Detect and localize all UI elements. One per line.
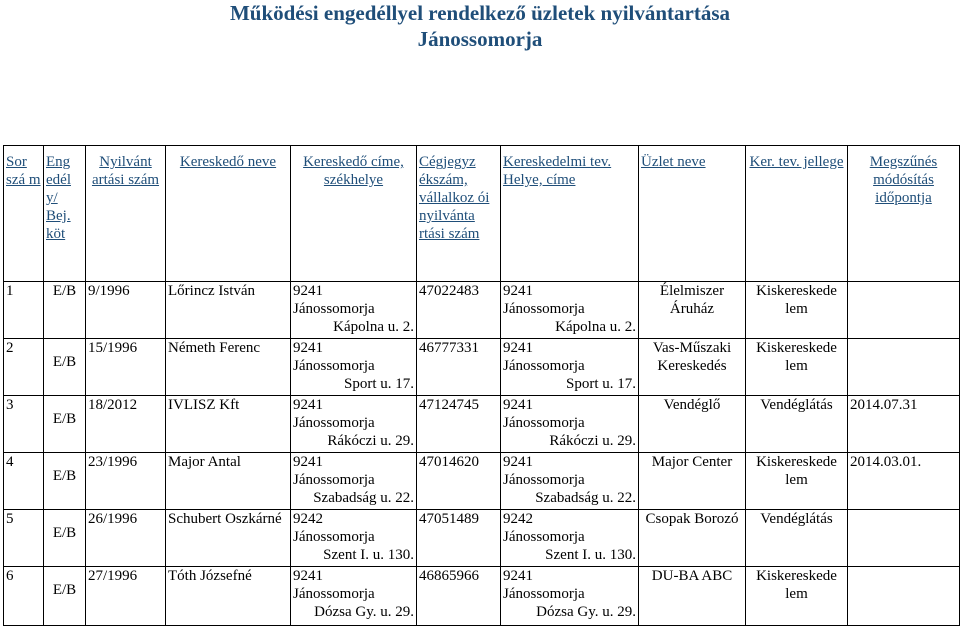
table-row (4, 510, 960, 567)
cell-kereskedo-cime (291, 396, 417, 453)
cell-nyilvantartasi (86, 282, 166, 339)
cell-kereskedo-cime-line-3: Szabadság u. 22. (313, 490, 414, 506)
cell-kereskedelmi-helye (501, 510, 639, 567)
table-row (4, 453, 960, 510)
cell-cegjegyzek-text: 46777331 (419, 340, 479, 356)
cell-kereskedo-neve (166, 282, 291, 339)
cell-kereskedo-neve-text: Németh Ferenc (168, 340, 261, 356)
cell-kereskedelmi-helye-line-2: Jánossomorja (503, 472, 585, 488)
cell-kereskedo-cime (291, 339, 417, 396)
cell-kereskedo-cime-line-3: Rákóczi u. 29. (327, 433, 414, 449)
header-megszunes: Megszűnés módósítás időpontja (848, 146, 960, 282)
cell-engedely-text: E/B (52, 354, 77, 370)
cell-kereskedo-cime (291, 453, 417, 510)
cell-uzlet-neve (639, 567, 746, 626)
header-ker-tev-jellege: Ker. tev. jellege (746, 146, 848, 282)
cell-cegjegyzek (417, 567, 501, 626)
cell-uzlet-neve (639, 339, 746, 396)
cell-kereskedo-cime-line-1: 9241 (293, 454, 323, 470)
cell-kereskedo-cime-line-1: 9242 (293, 511, 323, 527)
cell-kereskedo-neve (166, 567, 291, 626)
header-kereskedo-cime: Kereskedő címe, székhelye (291, 146, 417, 282)
cell-cegjegyzek-text: 47051489 (419, 511, 479, 527)
cell-engedely-text: E/B (52, 582, 77, 598)
cell-kereskedo-cime-line-3: Dózsa Gy. u. 29. (314, 604, 414, 620)
cell-kereskedelmi-helye-line-1: 9241 (503, 340, 533, 356)
cell-kereskedelmi-helye-line-1: 9241 (503, 454, 533, 470)
cell-nyilvantartasi-text: 26/1996 (88, 511, 138, 527)
document-title: Működési engedéllyel rendelkező üzletek nyilvántartása (229, 1, 731, 25)
cell-kereskedo-cime (291, 510, 417, 567)
cell-cegjegyzek-text: 47014620 (419, 454, 479, 470)
cell-kereskedelmi-helye-line-1: 9241 (503, 568, 533, 584)
cell-engedely (44, 282, 86, 339)
cell-ker-tev-jellege-text: Kiskereskede lem (756, 454, 837, 488)
cell-nyilvantartasi (86, 453, 166, 510)
cell-ker-tev-jellege-text: Kiskereskede lem (756, 340, 837, 374)
cell-cegjegyzek (417, 510, 501, 567)
cell-nyilvantartasi-text: 23/1996 (88, 454, 138, 470)
header-uzlet-neve: Üzlet neve (639, 146, 746, 282)
cell-kereskedo-cime-line-2: Jánossomorja (293, 586, 375, 602)
cell-uzlet-neve (639, 510, 746, 567)
cell-megszunes (848, 396, 960, 453)
cell-ker-tev-jellege-text: Vendéglátás (760, 397, 833, 413)
cell-kereskedelmi-helye-line-3: Rákóczi u. 29. (549, 433, 636, 449)
cell-kereskedelmi-helye-line-3: Szent I. u. 130. (545, 547, 636, 563)
cell-uzlet-neve-text: Élelmiszer Áruház (659, 283, 725, 317)
table-row (4, 396, 960, 453)
cell-engedely (44, 510, 86, 567)
cell-ker-tev-jellege-text: Kiskereskede lem (756, 283, 837, 317)
cell-kereskedo-cime-line-1: 9241 (293, 340, 323, 356)
cell-nyilvantartasi-text: 15/1996 (88, 340, 138, 356)
cell-uzlet-neve-text: Vas-Műszaki Kereskedés (652, 340, 732, 374)
cell-kereskedo-neve-text: IVLISZ Kft (168, 397, 240, 413)
cell-kereskedelmi-helye-line-1: 9242 (503, 511, 533, 527)
table-row (4, 339, 960, 396)
cell-megszunes-text: 2014.03.01. (850, 454, 922, 470)
cell-kereskedelmi-helye-line-2: Jánossomorja (503, 301, 585, 317)
cell-ker-tev-jellege (746, 339, 848, 396)
cell-kereskedo-neve (166, 396, 291, 453)
cell-sorszam-text: 6 (6, 568, 14, 584)
cell-sorszam (4, 396, 44, 453)
cell-kereskedo-cime-line-3: Kápolna u. 2. (333, 319, 414, 335)
cell-kereskedo-cime (291, 282, 417, 339)
cell-nyilvantartasi-text: 18/2012 (88, 397, 138, 413)
cell-ker-tev-jellege-text: Kiskereskede lem (756, 568, 837, 602)
cell-kereskedo-cime-line-1: 9241 (293, 397, 323, 413)
header-sorszam: Sor szá m (4, 146, 44, 282)
cell-ker-tev-jellege (746, 567, 848, 626)
cell-kereskedelmi-helye-line-3: Szabadság u. 22. (535, 490, 636, 506)
cell-engedely (44, 396, 86, 453)
cell-sorszam (4, 339, 44, 396)
cell-kereskedo-neve-text: Schubert Oszkárné (168, 511, 282, 527)
cell-uzlet-neve-text: DU-BA ABC (651, 568, 733, 584)
header-kereskedo-neve: Kereskedő neve (166, 146, 291, 282)
cell-engedely (44, 567, 86, 626)
cell-nyilvantartasi (86, 510, 166, 567)
cell-kereskedelmi-helye-line-3: Kápolna u. 2. (555, 319, 636, 335)
cell-megszunes-text: 2014.07.31 (850, 397, 918, 413)
cell-kereskedelmi-helye (501, 567, 639, 626)
cell-kereskedelmi-helye (501, 282, 639, 339)
cell-engedely-text: E/B (52, 468, 77, 484)
header-cegjegyzek: Cégjegyz ékszám, vállalkoz ói nyilvánta rtási szám (417, 146, 501, 282)
cell-uzlet-neve-text: Major Center (651, 454, 733, 470)
cell-kereskedo-cime-line-3: Sport u. 17. (343, 376, 414, 392)
cell-ker-tev-jellege-text: Vendéglátás (760, 511, 833, 527)
cell-engedely (44, 339, 86, 396)
cell-kereskedelmi-helye-line-2: Jánossomorja (503, 415, 585, 431)
cell-kereskedelmi-helye (501, 453, 639, 510)
cell-cegjegyzek-text: 47124745 (419, 397, 479, 413)
cell-engedely-text: E/B (52, 411, 77, 427)
cell-uzlet-neve (639, 453, 746, 510)
cell-megszunes (848, 282, 960, 339)
cell-sorszam-text: 3 (6, 397, 14, 413)
cell-engedely-text: E/B (52, 283, 77, 299)
cell-sorszam (4, 453, 44, 510)
cell-kereskedo-cime-line-2: Jánossomorja (293, 301, 375, 317)
cell-kereskedo-neve (166, 339, 291, 396)
cell-ker-tev-jellege (746, 282, 848, 339)
cell-cegjegyzek (417, 396, 501, 453)
cell-sorszam (4, 567, 44, 626)
cell-kereskedo-cime-line-3: Szent I. u. 130. (323, 547, 414, 563)
cell-engedely-text: E/B (52, 525, 77, 541)
cell-sorszam-text: 4 (6, 454, 14, 470)
cell-kereskedo-cime-line-1: 9241 (293, 568, 323, 584)
cell-kereskedelmi-helye (501, 396, 639, 453)
cell-nyilvantartasi-text: 9/1996 (88, 283, 130, 299)
cell-nyilvantartasi-text: 27/1996 (88, 568, 138, 584)
cell-kereskedo-neve (166, 453, 291, 510)
cell-sorszam (4, 282, 44, 339)
cell-megszunes (848, 453, 960, 510)
cell-kereskedo-cime-line-1: 9241 (293, 283, 323, 299)
cell-sorszam-text: 1 (6, 283, 14, 299)
cell-kereskedo-neve-text: Tóth Józsefné (168, 568, 252, 584)
cell-kereskedelmi-helye-line-2: Jánossomorja (503, 586, 585, 602)
cell-uzlet-neve (639, 396, 746, 453)
cell-kereskedo-neve (166, 510, 291, 567)
cell-sorszam-text: 5 (6, 511, 14, 527)
cell-nyilvantartasi (86, 567, 166, 626)
table-row (4, 567, 960, 626)
cell-uzlet-neve-text: Vendéglő (663, 397, 721, 413)
cell-sorszam (4, 510, 44, 567)
cell-kereskedelmi-helye-line-2: Jánossomorja (503, 358, 585, 374)
cell-kereskedo-neve-text: Major Antal (168, 454, 241, 470)
cell-megszunes (848, 567, 960, 626)
cell-kereskedelmi-helye (501, 339, 639, 396)
cell-kereskedelmi-helye-line-2: Jánossomorja (503, 529, 585, 545)
cell-kereskedelmi-helye-line-1: 9241 (503, 397, 533, 413)
cell-cegjegyzek-text: 46865966 (419, 568, 479, 584)
cell-kereskedelmi-helye-line-3: Sport u. 17. (565, 376, 636, 392)
cell-kereskedelmi-helye-line-3: Dózsa Gy. u. 29. (536, 604, 636, 620)
cell-ker-tev-jellege (746, 453, 848, 510)
header-kereskedelmi-helye: Kereskedelmi tev. Helye, címe (501, 146, 639, 282)
header-nyilvantartasi: Nyilvánt artási szám (86, 146, 166, 282)
cell-ker-tev-jellege (746, 510, 848, 567)
cell-engedely (44, 453, 86, 510)
cell-kereskedo-cime-line-2: Jánossomorja (293, 358, 375, 374)
cell-cegjegyzek-text: 47022483 (419, 283, 479, 299)
header-row (4, 146, 960, 282)
cell-sorszam-text: 2 (6, 340, 14, 356)
cell-kereskedo-neve-text: Lőrincz István (168, 283, 256, 299)
cell-cegjegyzek (417, 339, 501, 396)
cell-uzlet-neve (639, 282, 746, 339)
cell-megszunes (848, 510, 960, 567)
cell-kereskedelmi-helye-line-1: 9241 (503, 283, 533, 299)
cell-nyilvantartasi (86, 396, 166, 453)
document-subtitle: Jánossomorja (417, 27, 543, 51)
cell-cegjegyzek (417, 282, 501, 339)
table-row (4, 282, 960, 339)
header-engedely: Eng edél y/ Bej. köt (44, 146, 86, 282)
cell-cegjegyzek (417, 453, 501, 510)
cell-uzlet-neve-text: Csopak Borozó (645, 511, 739, 527)
cell-kereskedo-cime (291, 567, 417, 626)
cell-kereskedo-cime-line-2: Jánossomorja (293, 529, 375, 545)
cell-nyilvantartasi (86, 339, 166, 396)
cell-kereskedo-cime-line-2: Jánossomorja (293, 415, 375, 431)
cell-megszunes (848, 339, 960, 396)
cell-kereskedo-cime-line-2: Jánossomorja (293, 472, 375, 488)
register-table (3, 145, 960, 626)
cell-ker-tev-jellege (746, 396, 848, 453)
